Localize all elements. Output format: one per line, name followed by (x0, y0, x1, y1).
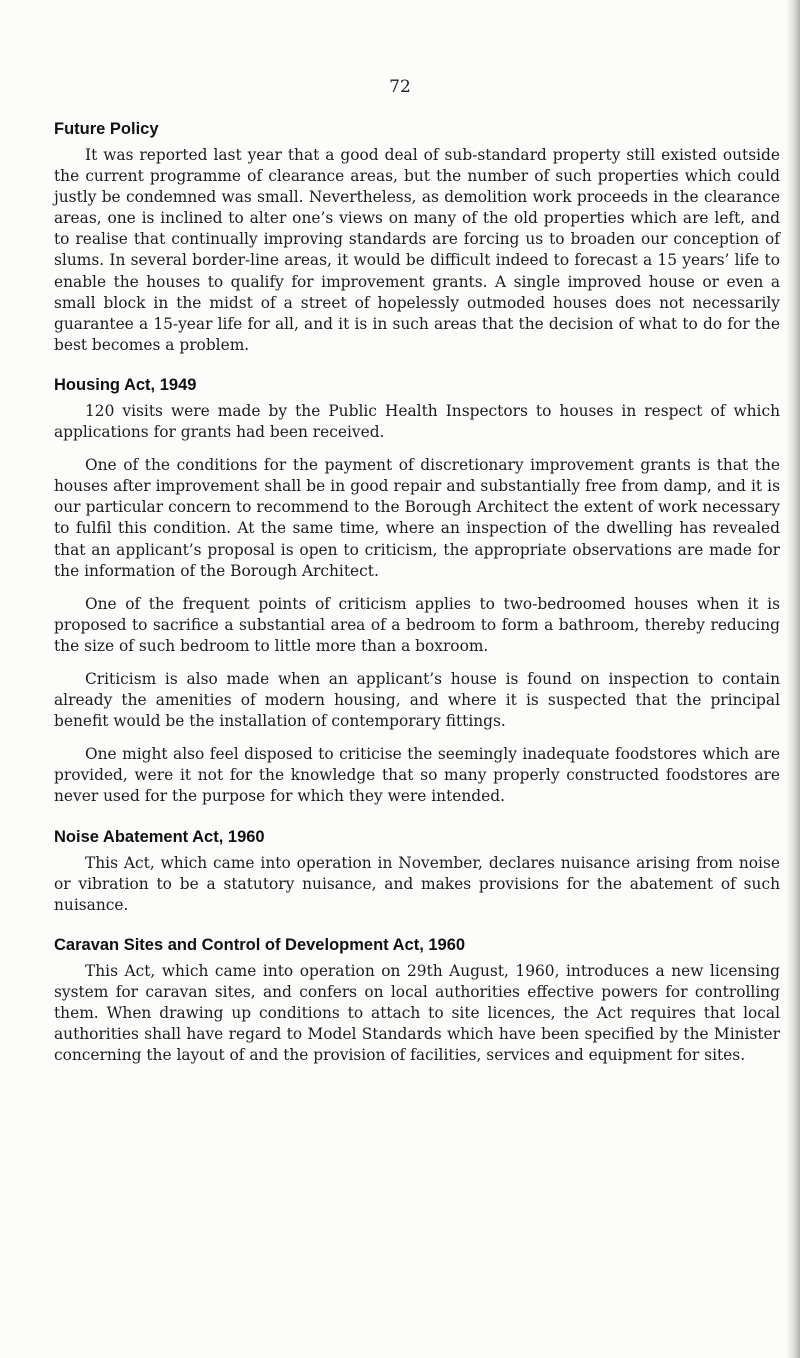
section-noise-abatement-act (54, 826, 780, 916)
paragraph: This Act, which came into operation in November, declares nuisance arising from noise or vibration to be a statutory nuisance, and makes provisions for the abatement of such nuisance. (54, 853, 780, 914)
section-heading: Future Policy (54, 120, 159, 138)
section-caravan-sites-act (54, 934, 780, 1066)
paragraph: One of the conditions for the payment of discretionary improvement grants is that the houses after improvement shall be in good repair and substantially free from damp, and it is our particular concern to recommend to the Borough Architect the extent of work necessary to fulfil this condition. At the same time, where an inspection of the dwelling has revealed that an applicant’s proposal is open to criticism, the appropriate observations are made for the information of the Borough Architect. (54, 456, 780, 580)
paragraph: Criticism is also made when an applicant’s house is found on inspection to contain already the amenities of modern housing, and where it is suspected that the principal benefit would be the installation of contemporary fittings. (54, 669, 780, 731)
paragraph: This Act, which came into operation on 29th August, 1960, introduces a new licensing system for caravan sites, and confers on local authorities effective powers for controlling them. When drawing up conditions to attach to site licences, the Act requires that local authorities shall have regard to Model Standards which have been specified by the Minister concerning the layout of and the provision of facilities, services and equipment for sites. (54, 961, 780, 1065)
paragraph: One of the frequent points of criticism applies to two-bedroomed houses when it is proposed to sacrifice a substantial area of a bedroom to form a bathroom, thereby reducing the size of such bedroom to little more than a boxroom. (54, 594, 780, 655)
paragraph: 120 visits were made by the Public Health Inspectors to houses in respect of which applications for grants had been received. (54, 401, 780, 442)
section-future-policy (54, 118, 780, 356)
document-body (54, 118, 780, 1084)
paragraph: One might also feel disposed to criticise the seemingly inadequate foodstores which are provided, were it not for the knowledge that so many properly constructed foodstores are never used for the purpose for which they were intended. (54, 745, 780, 806)
paragraph: It was reported last year that a good deal of sub-standard property still existed outside the current programme of clearance areas, but the number of such properties which could justly be condemned was small. Nevertheless, as demolition work proceeds in the clearance areas, one is inclined to alter one’s views on many of the old properties which are left, and to realise that continually improving standards are forcing us to broaden our conception of slums. In several border-line areas, it would be difficult indeed to forecast a 15 years’ life to enable the houses to qualify for improvement grants. A single improved house or even a small block in the midst of a street of hopelessly outmoded houses does not necessarily guarantee a 15-year life for all, and it is in such areas that the decision of what to do for the best becomes a problem. (54, 146, 780, 354)
section-housing-act-1949 (54, 374, 780, 808)
page-number: 72 (389, 77, 411, 97)
section-heading: Housing Act, 1949 (54, 375, 197, 394)
section-heading: Caravan Sites and Control of Development Act, 1960 (54, 935, 466, 954)
page-edge-shadow (786, 0, 800, 1358)
section-heading: Noise Abatement Act, 1960 (54, 827, 265, 846)
